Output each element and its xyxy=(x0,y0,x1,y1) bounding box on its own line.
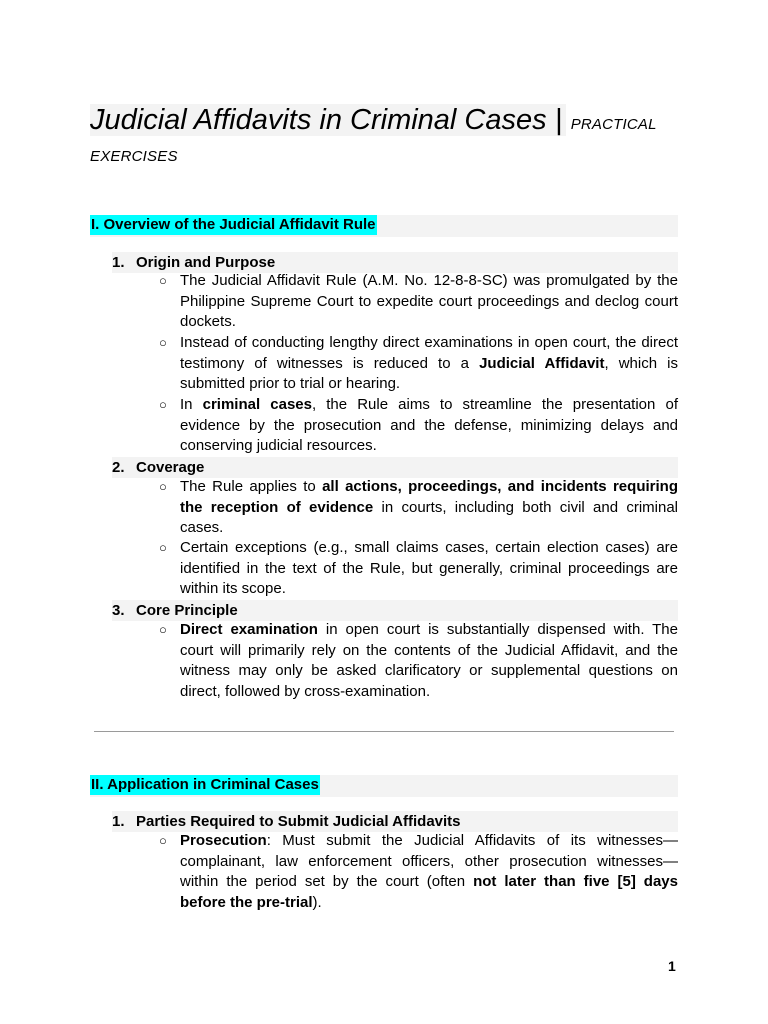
bullet-text: The Rule applies to all actions, proceedings, and incidents requiring the reception of evidence in courts, including both civil and criminal cases. xyxy=(180,478,678,537)
item-title: Core Principle xyxy=(136,602,238,619)
section-heading: I. Overview of the Judicial Affidavit Rule xyxy=(91,216,376,233)
title-subtitle: PRACTICAL EXERCISES xyxy=(90,116,657,165)
bullet-text: Direct examination in open court is substantially dispensed with. The court will primarily rely on the contents of the Judicial Affidavit, and the witness may only be asked clarificatory or supplemental questions on direct, followed by cross-examination. xyxy=(180,621,678,700)
bullet-text: Instead of conducting lengthy direct examinations in open court, the direct testimony of witnesses is reduced to a Judicial Affidavit, which is submitted prior to trial or hearing. xyxy=(180,334,678,393)
item-heading xyxy=(112,600,238,621)
item-number: 2. xyxy=(112,459,125,476)
item-number: 3. xyxy=(112,602,125,619)
bullet-item xyxy=(159,395,678,457)
item-heading xyxy=(112,252,275,273)
bold-run: not later than five [5] days before the pre-trial xyxy=(180,873,678,911)
bullet-text: Certain exceptions (e.g., small claims cases, certain election cases) are identified in the text of the Rule, but generally, criminal proceedings are within its scope. xyxy=(180,539,678,598)
item-title: Parties Required to Submit Judicial Affidavits xyxy=(136,813,461,830)
bold-run: all actions, proceedings, and incidents requiring the reception of evidence xyxy=(180,478,678,516)
bullet-item xyxy=(159,620,678,702)
bullet-item xyxy=(159,271,678,333)
bold-run: Judicial Affidavit xyxy=(479,354,605,372)
bold-run: criminal cases xyxy=(202,396,312,413)
horizontal-rule xyxy=(94,731,674,732)
item-title: Origin and Purpose xyxy=(136,254,276,271)
bold-run: Prosecution xyxy=(180,832,267,849)
bullet-glyph: ○ xyxy=(159,833,167,848)
item-heading xyxy=(112,457,204,478)
bullet-glyph: ○ xyxy=(159,397,167,412)
bullet-text: The Judicial Affidavit Rule (A.M. No. 12-8-8-SC) was promulgated by the Philippine Supreme Court to expedite court proceedings and declog court dockets. xyxy=(180,272,678,331)
item-title: Coverage xyxy=(136,459,205,476)
section-heading: II. Application in Criminal Cases xyxy=(91,776,319,793)
bold-run: Direct examination xyxy=(180,621,318,638)
item-number: 1. xyxy=(112,254,125,271)
title-main: Judicial Affidavits in Criminal Cases | xyxy=(90,104,566,136)
bullet-glyph: ○ xyxy=(159,479,167,494)
bullet-glyph: ○ xyxy=(159,622,167,637)
bullet-glyph: ○ xyxy=(159,540,167,555)
bullet-text: In criminal cases, the Rule aims to streamline the presentation of evidence by the prosecution and the defense, minimizing delays and conserving judicial resources. xyxy=(180,396,678,455)
bullet-text: Prosecution: Must submit the Judicial Affidavits of its witnesses—complainant, law enforcement officers, other prosecution witnesses—within the period set by the court (often not later than five [5] days before the pre-trial). xyxy=(180,832,678,911)
item-number: 1. xyxy=(112,813,125,830)
document-title xyxy=(90,104,690,173)
bullet-glyph: ○ xyxy=(159,335,167,350)
bullet-glyph: ○ xyxy=(159,273,167,288)
bullet-item xyxy=(159,538,678,600)
bullet-item xyxy=(159,333,678,395)
bullet-item xyxy=(159,477,678,539)
item-heading xyxy=(112,811,461,832)
bullet-item xyxy=(159,831,678,913)
page-number: 1 xyxy=(668,958,676,974)
